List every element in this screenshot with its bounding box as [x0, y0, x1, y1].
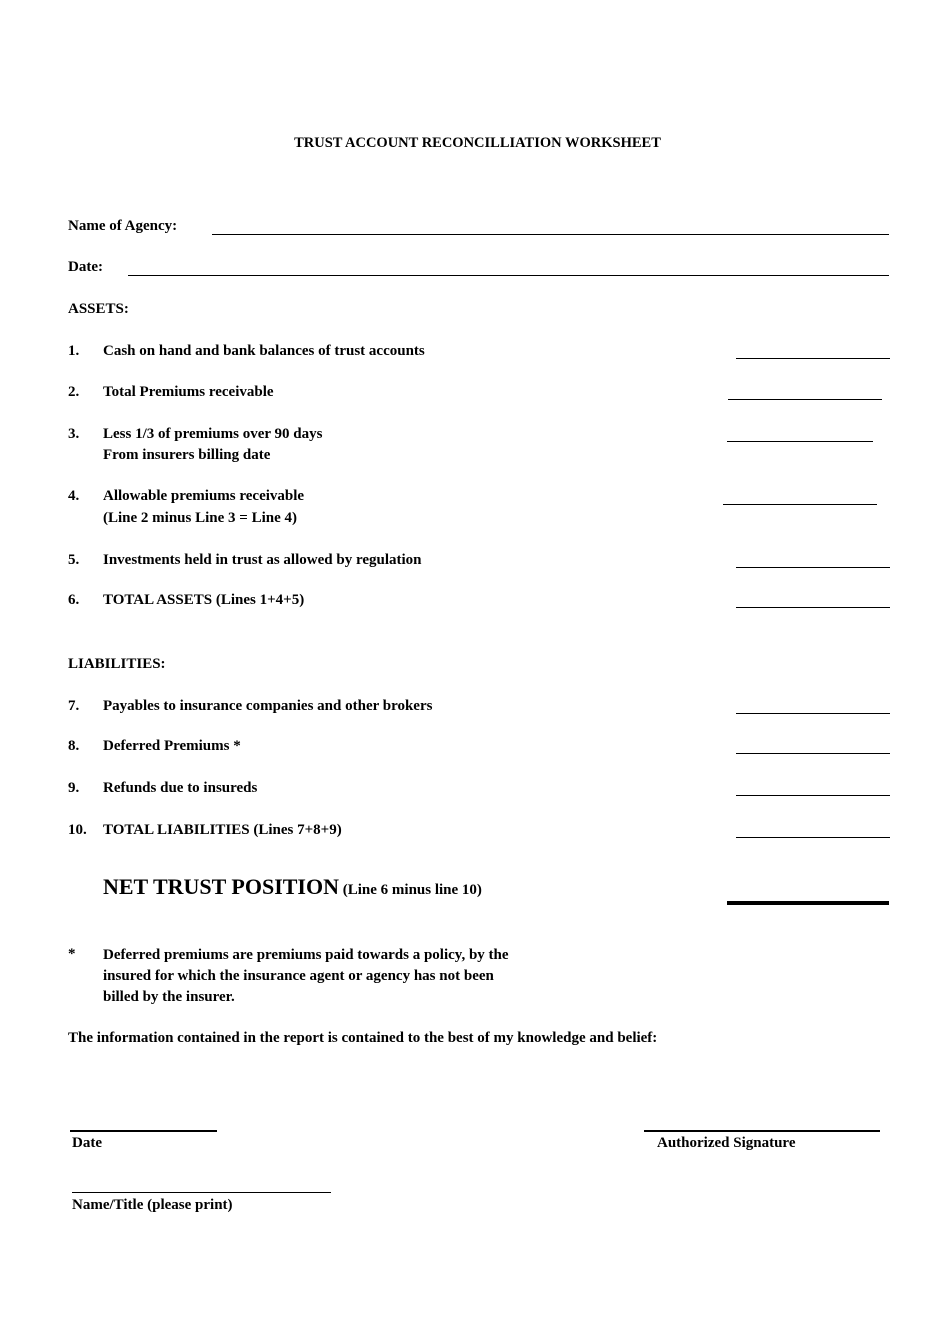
line-10-field[interactable] [736, 837, 890, 838]
line-label: Payables to insurance companies and other brokers [103, 698, 433, 714]
net-trust-label: NET TRUST POSITION [103, 874, 339, 899]
signature-date-label: Date [72, 1135, 102, 1151]
line-number: 8. [68, 738, 80, 754]
line-label: TOTAL ASSETS (Lines 1+4+5) [103, 592, 305, 608]
line-number: 6. [68, 592, 80, 608]
footnote-marker: * [68, 946, 76, 962]
line-9-field[interactable] [736, 795, 890, 796]
line-label: Refunds due to insureds [103, 780, 258, 796]
line-1-field[interactable] [736, 358, 890, 359]
line-label: Investments held in trust as allowed by regulation [103, 552, 422, 568]
net-trust-position [103, 874, 482, 900]
line-number: 7. [68, 698, 80, 714]
line-label: TOTAL LIABILITIES (Lines 7+8+9) [103, 822, 342, 838]
date-label: Date: [68, 259, 103, 275]
page-title: TRUST ACCOUNT RECONCILLIATION WORKSHEET [294, 135, 661, 151]
signature-date-field[interactable] [70, 1130, 217, 1132]
line-number: 5. [68, 552, 80, 568]
net-trust-field[interactable] [727, 901, 889, 905]
line-number: 9. [68, 780, 80, 796]
line-4-field[interactable] [723, 504, 877, 505]
line-7-field[interactable] [736, 713, 890, 714]
line-number: 4. [68, 488, 80, 504]
assets-heading: ASSETS: [68, 301, 129, 317]
line-8-field[interactable] [736, 753, 890, 754]
name-title-label: Name/Title (please print) [72, 1197, 233, 1213]
line-6-field[interactable] [736, 607, 890, 608]
line-label: Less 1/3 of premiums over 90 days [103, 426, 323, 442]
net-trust-note: (Line 6 minus line 10) [342, 882, 482, 898]
line-label: Allowable premiums receivable [103, 488, 305, 504]
line-3-field[interactable] [727, 441, 873, 442]
line-label: Deferred Premiums * [103, 738, 241, 754]
name-title-field[interactable] [72, 1192, 331, 1193]
line-number: 10. [68, 822, 87, 838]
line-number: 1. [68, 343, 80, 359]
line-5-field[interactable] [736, 567, 890, 568]
authorized-signature-field[interactable] [644, 1130, 880, 1132]
line-label-cont: From insurers billing date [103, 447, 271, 463]
line-label-cont: (Line 2 minus Line 3 = Line 4) [103, 510, 297, 526]
footnote-line-3: billed by the insurer. [103, 989, 235, 1005]
line-2-field[interactable] [728, 399, 882, 400]
line-label: Cash on hand and bank balances of trust accounts [103, 343, 425, 359]
certification-statement: The information contained in the report is contained to the best of my knowledge and belief: [68, 1030, 658, 1046]
line-label: Total Premiums receivable [103, 384, 274, 400]
footnote-line-1: Deferred premiums are premiums paid towards a policy, by the [103, 947, 509, 963]
agency-label: Name of Agency: [68, 218, 178, 234]
footnote-line-2: insured for which the insurance agent or agency has not been [103, 968, 494, 984]
line-number: 2. [68, 384, 80, 400]
authorized-signature-label: Authorized Signature [657, 1135, 796, 1151]
line-number: 3. [68, 426, 80, 442]
agency-field[interactable] [212, 234, 889, 235]
date-field[interactable] [128, 275, 889, 276]
liabilities-heading: LIABILITIES: [68, 656, 166, 672]
